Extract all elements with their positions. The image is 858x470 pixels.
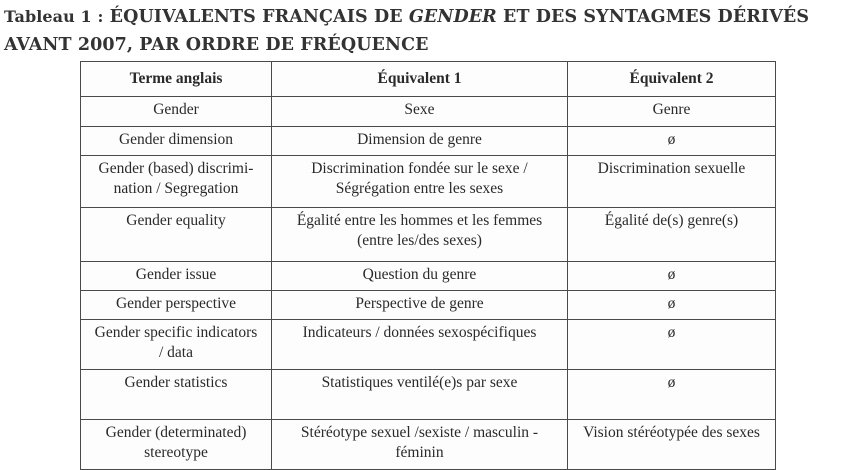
equivalent-2-cell: ø	[568, 127, 776, 156]
table-caption	[4, 3, 856, 59]
equivalent-1-cell: Stéréotype sexuel /sexiste / masculin - féminin	[272, 420, 568, 470]
equivalent-1-cell: Sexe	[272, 97, 568, 127]
table-row	[81, 208, 776, 262]
caption-label: Tableau 1 :	[4, 7, 104, 26]
equivalent-2-cell: Discrimination sexuelle	[568, 156, 776, 208]
equivalent-1-cell: Indicateurs / données sexospécifiques	[272, 320, 568, 370]
equivalent-2-cell: ø	[568, 320, 776, 370]
caption-text-after: ET DES SYNTAGMES DÉRIVÉS AVANT 2007, PAR ORDRE DE FRÉQUENCE	[4, 7, 810, 55]
table-row	[81, 97, 776, 127]
english-term-cell: Gender perspective	[81, 291, 272, 320]
caption-text-before: ÉQUIVALENTS FRANÇAIS DE	[103, 7, 409, 27]
english-term-cell: Gender specific indicators / data	[81, 320, 272, 370]
equivalent-1-cell: Statistiques ventilé(e)s par sexe	[272, 370, 568, 420]
table-row	[81, 262, 776, 291]
equivalent-2-cell: ø	[568, 370, 776, 420]
equivalent-1-cell: Question du genre	[272, 262, 568, 291]
header-english-term: Terme anglais	[81, 62, 272, 97]
header-equivalent-2: Équivalent 2	[568, 62, 776, 97]
table-row	[81, 156, 776, 208]
table-row	[81, 127, 776, 156]
table-header-row	[81, 62, 776, 97]
equivalent-1-cell: Dimension de genre	[272, 127, 568, 156]
equivalent-1-cell: Égalité entre les hommes et les femmes (entre les/des sexes)	[272, 208, 568, 262]
caption-text-italic: GENDER	[408, 7, 497, 27]
english-term-cell: Gender (determinated) stereotype	[81, 420, 272, 470]
equivalent-2-cell: Genre	[568, 97, 776, 127]
english-term-cell: Gender (based) discrimi- nation / Segregation	[81, 156, 272, 208]
equivalent-2-cell: ø	[568, 291, 776, 320]
english-term-cell: Gender statistics	[81, 370, 272, 420]
equivalent-2-cell: ø	[568, 262, 776, 291]
table-row	[81, 420, 776, 470]
table-row	[81, 291, 776, 320]
equivalent-1-cell: Discrimination fondée sur le sexe / Ségrégation entre les sexes	[272, 156, 568, 208]
english-term-cell: Gender issue	[81, 262, 272, 291]
table-row	[81, 320, 776, 370]
equivalents-table	[80, 61, 776, 470]
english-term-cell: Gender	[81, 97, 272, 127]
english-term-cell: Gender equality	[81, 208, 272, 262]
english-term-cell: Gender dimension	[81, 127, 272, 156]
table-row	[81, 370, 776, 420]
equivalent-2-cell: Égalité de(s) genre(s)	[568, 208, 776, 262]
header-equivalent-1: Équivalent 1	[272, 62, 568, 97]
equivalent-2-cell: Vision stéréotypée des sexes	[568, 420, 776, 470]
equivalent-1-cell: Perspective de genre	[272, 291, 568, 320]
